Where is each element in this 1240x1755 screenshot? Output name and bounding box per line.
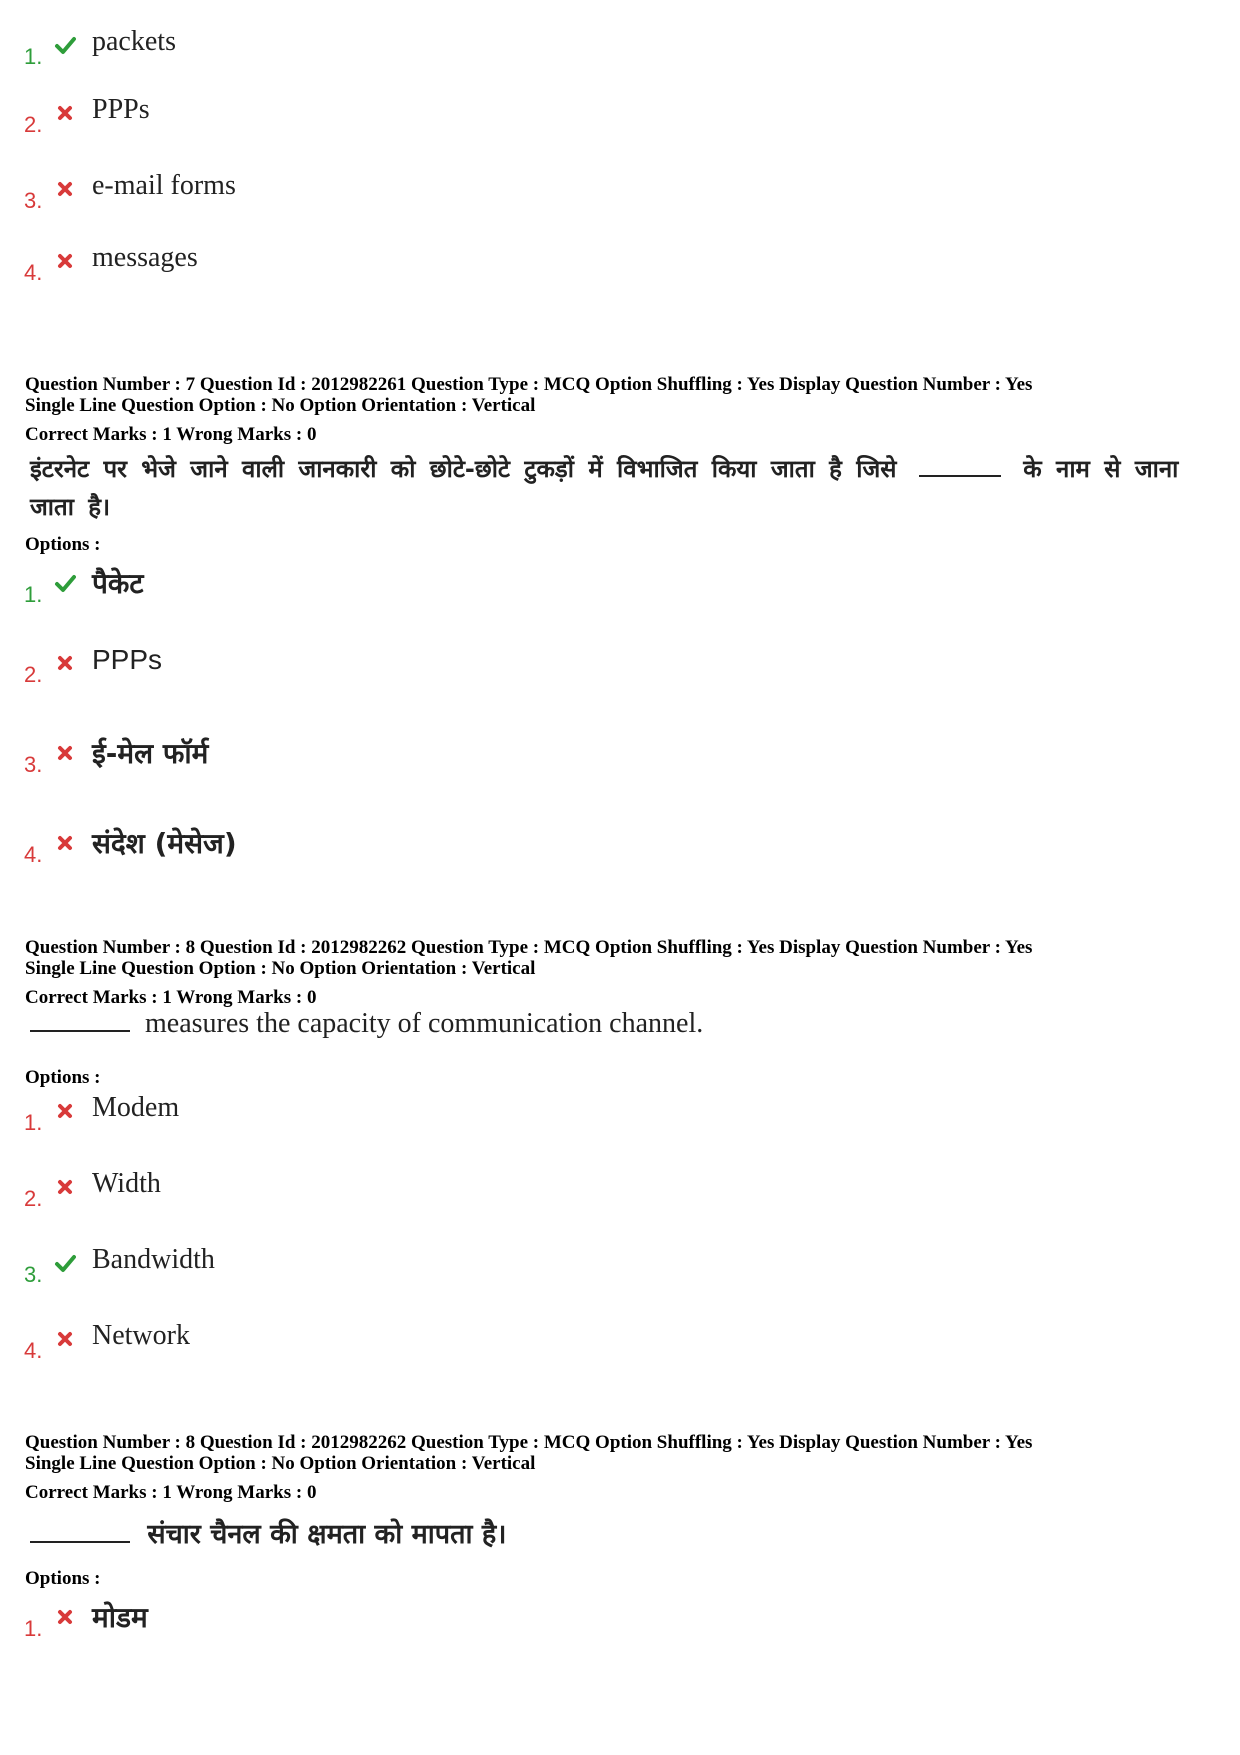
option-text: packets <box>92 26 176 57</box>
option-number: 1. <box>24 1110 43 1135</box>
option-number: 1. <box>24 1616 43 1641</box>
question-text <box>30 1008 703 1040</box>
option-text: PPPs <box>92 94 150 125</box>
cross-icon <box>54 832 76 854</box>
answer-blank <box>30 1540 130 1543</box>
answer-blank <box>30 1029 130 1032</box>
question-meta-line: Question Number : 8 Question Id : 2012982262 Question Type : MCQ Option Shuffling : Yes Display Question Number : Yes <box>25 937 1033 958</box>
cross-icon <box>54 652 76 674</box>
option-number: 2. <box>24 662 43 687</box>
option-text: संदेश (मेसेज) <box>92 827 237 860</box>
option-text: Modem <box>92 1092 180 1123</box>
cross-icon <box>54 1606 76 1628</box>
question-meta-line: Single Line Question Option : No Option Orientation : Vertical <box>25 958 536 979</box>
options-label: Options : <box>25 1568 101 1589</box>
option-text: messages <box>92 242 198 273</box>
question-meta-line: Single Line Question Option : No Option Orientation : Vertical <box>25 1453 536 1474</box>
option-text: e-mail forms <box>92 170 236 201</box>
cross-icon <box>54 1328 76 1350</box>
option-number: 1. <box>24 44 43 69</box>
cross-icon <box>54 1100 76 1122</box>
question-text-part: measures the capacity of communication channel. <box>145 1008 704 1039</box>
option-text: पैकेट <box>92 567 144 600</box>
option-text: Bandwidth <box>92 1244 215 1275</box>
cross-icon <box>54 1176 76 1198</box>
option-text: Width <box>92 1168 161 1199</box>
option-number: 4. <box>24 842 43 867</box>
check-icon <box>54 34 76 56</box>
question-meta-line: Question Number : 7 Question Id : 2012982261 Question Type : MCQ Option Shuffling : Yes Display Question Number : Yes <box>25 374 1033 395</box>
cross-icon <box>54 250 76 272</box>
option-number: 3. <box>24 188 43 213</box>
marks-info: Correct Marks : 1 Wrong Marks : 0 <box>25 987 317 1008</box>
cross-icon <box>54 102 76 124</box>
question-text-part: संचार चैनल की क्षमता को मापता है। <box>147 1519 507 1550</box>
answer-blank <box>919 474 1001 477</box>
question-text <box>30 1514 506 1551</box>
option-number: 2. <box>24 1186 43 1211</box>
option-number: 3. <box>24 752 43 777</box>
options-label: Options : <box>25 534 101 555</box>
options-label: Options : <box>25 1067 101 1088</box>
option-number: 3. <box>24 1262 43 1287</box>
option-number: 4. <box>24 1338 43 1363</box>
option-number: 1. <box>24 582 43 607</box>
question-meta-line: Single Line Question Option : No Option Orientation : Vertical <box>25 395 536 416</box>
marks-info: Correct Marks : 1 Wrong Marks : 0 <box>25 1482 317 1503</box>
marks-info: Correct Marks : 1 Wrong Marks : 0 <box>25 424 317 445</box>
option-text: मोडम <box>92 1601 148 1634</box>
check-icon <box>54 572 76 594</box>
option-text: Network <box>92 1320 190 1351</box>
option-number: 2. <box>24 112 43 137</box>
question-text-part: इंटरनेट पर भेजे जाने वाली जानकारी को छोटे-छोटे टुकड़ों में विभाजित किया जाता है जिसे <box>30 455 897 483</box>
cross-icon <box>54 742 76 764</box>
cross-icon <box>54 178 76 200</box>
check-icon <box>54 1252 76 1274</box>
question-text <box>30 450 1210 526</box>
question-text-part: के नाम से जाना जाता है। <box>30 455 1179 521</box>
question-meta-line: Question Number : 8 Question Id : 2012982262 Question Type : MCQ Option Shuffling : Yes Display Question Number : Yes <box>25 1432 1033 1453</box>
option-number: 4. <box>24 260 43 285</box>
option-text: ई-मेल फॉर्म <box>92 737 209 770</box>
option-text: PPPs <box>92 644 163 675</box>
